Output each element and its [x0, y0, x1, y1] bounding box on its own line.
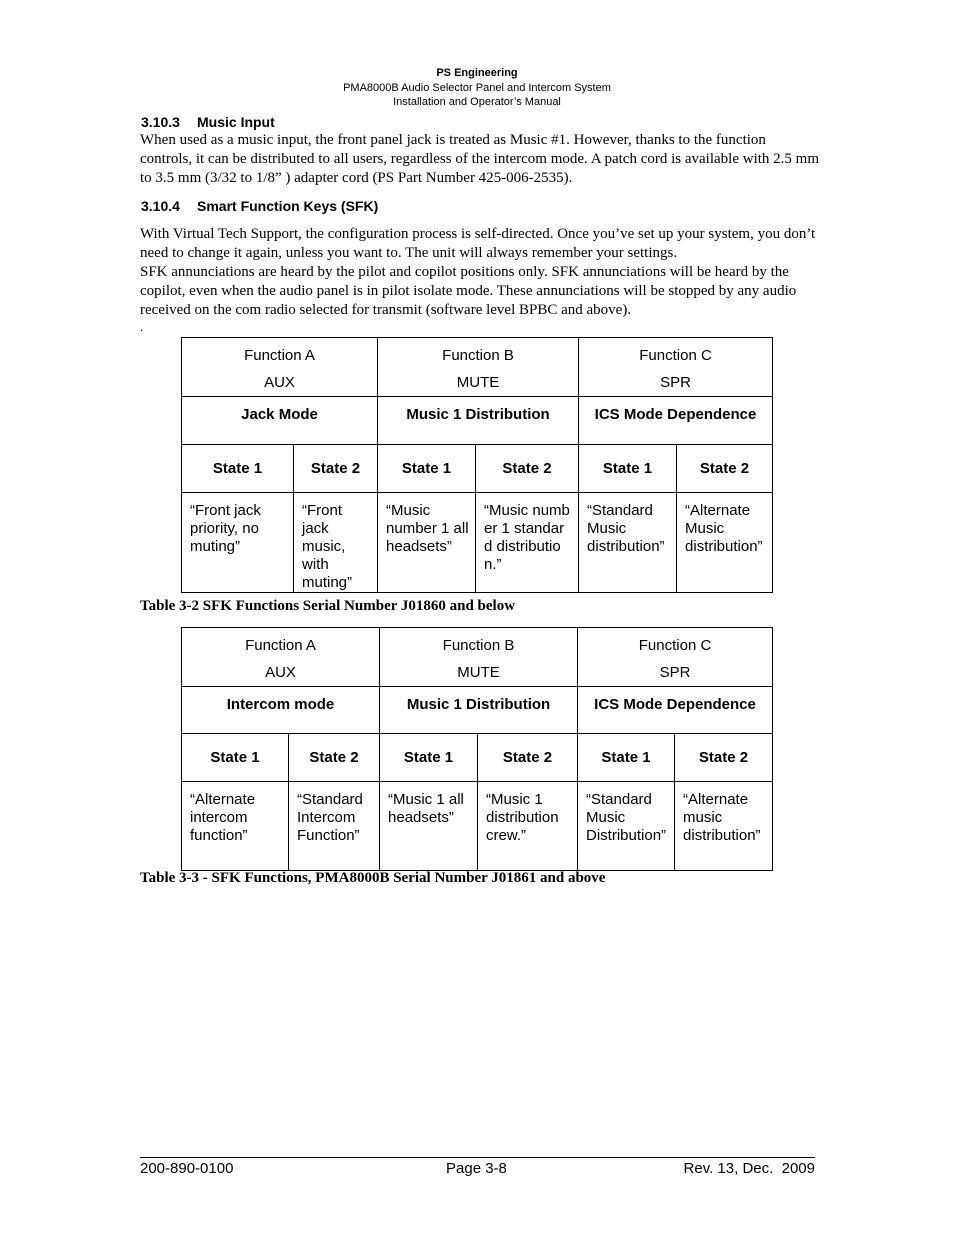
mode-cell: ICS Mode Dependence	[578, 687, 773, 734]
section-number: 3.10.3	[141, 114, 180, 130]
function-row	[182, 628, 773, 687]
function-key: MUTE	[457, 664, 500, 681]
paragraph: .	[140, 319, 144, 334]
mode-cell: Intercom mode	[182, 687, 380, 734]
function-key: MUTE	[456, 374, 500, 391]
table-caption: Table 3-3 - SFK Functions, PMA8000B Serial Number J01861 and above	[140, 870, 606, 886]
state-cell: State 1	[578, 734, 675, 782]
function-key: AUX	[264, 374, 295, 391]
function-name: Function A	[245, 637, 316, 654]
state-cell: State 1	[380, 734, 478, 782]
mode-row	[182, 397, 773, 445]
state-cell: State 2	[294, 445, 378, 493]
footer-part-number: 200-890-0100	[140, 1160, 234, 1177]
function-cell	[182, 628, 380, 687]
section-heading-music-input	[141, 114, 275, 130]
section-heading-sfk	[141, 198, 378, 214]
state-row	[182, 445, 773, 493]
state-row	[182, 734, 773, 782]
paragraph: With Virtual Tech Support, the configuration process is self-directed. Once you’ve set up your system, you don’t need to change it again, unless you want to. The unit will always remember your settings.	[140, 226, 816, 261]
function-cell	[378, 338, 579, 397]
state-cell: State 1	[378, 445, 476, 493]
function-name: Function A	[244, 347, 315, 364]
description-cell: “Front jack priority, no muting”	[182, 493, 294, 593]
function-cell	[579, 338, 773, 397]
table-caption: Table 3-2 SFK Functions Serial Number J01860 and below	[140, 598, 516, 614]
state-cell: State 2	[478, 734, 578, 782]
music-input-body	[140, 131, 820, 188]
footer-page: Page 3-8	[446, 1160, 507, 1177]
description-cell: “Alternate Music distribution”	[677, 493, 773, 593]
description-row	[182, 782, 773, 871]
header-manual: Installation and Operator’s Manual	[393, 96, 561, 108]
description-cell: “Music 1 all headsets”	[380, 782, 478, 871]
header-product: PMA8000B Audio Selector Panel and Intercom System	[343, 82, 611, 94]
description-cell: “Front jack music, with muting”	[294, 493, 378, 593]
sfk-table-3-2	[181, 337, 773, 593]
footer-revision: Rev. 13, Dec. 2009	[683, 1160, 815, 1177]
section-title: Music Input	[197, 114, 275, 130]
section-title: Smart Function Keys (SFK)	[197, 198, 379, 214]
header-company: PS Engineering	[436, 67, 518, 79]
description-cell: “Music number 1 standard distribution.”	[476, 493, 579, 593]
paragraph: SFK annunciations are heard by the pilot and copilot positions only. SFK annunciations will be heard by the copilot, even when the audio panel is in pilot isolate mode. These annunciations will be stopped by any audio received on the com radio selected for transmit (software level BPBC and above).	[140, 264, 797, 318]
sfk-body	[140, 225, 820, 334]
section-number: 3.10.4	[141, 198, 180, 214]
mode-cell: Jack Mode	[182, 397, 378, 445]
function-row	[182, 338, 773, 397]
description-cell: “Music number 1 all headsets”	[378, 493, 476, 593]
mode-cell: Music 1 Distribution	[380, 687, 578, 734]
description-cell: “Alternate music distribution”	[675, 782, 773, 871]
paragraph: When used as a music input, the front panel jack is treated as Music #1. However, thanks to the function controls, it can be distributed to all users, regardless of the intercom mode. A patch cord is available with 2.5 mm to 3.5 mm (3/32 to 1/8” ) adapter cord (PS Part Number 425-006-2535).	[140, 132, 819, 186]
state-cell: State 2	[289, 734, 380, 782]
function-cell	[578, 628, 773, 687]
state-cell: State 2	[675, 734, 773, 782]
function-name: Function C	[638, 637, 712, 654]
mode-cell: ICS Mode Dependence	[579, 397, 773, 445]
function-cell	[380, 628, 578, 687]
description-cell: “Standard Music distribution”	[579, 493, 677, 593]
state-cell: State 2	[476, 445, 579, 493]
function-key: SPR	[660, 374, 691, 391]
state-cell: State 1	[182, 445, 294, 493]
description-cell: “Alternate intercom function”	[182, 782, 289, 871]
state-cell: State 1	[579, 445, 677, 493]
mode-row	[182, 687, 773, 734]
description-cell: “Standard Music Distribution”	[578, 782, 675, 871]
description-row	[182, 493, 773, 593]
function-cell	[182, 338, 378, 397]
function-name: Function C	[639, 347, 712, 364]
mode-cell: Music 1 Distribution	[378, 397, 579, 445]
footer-rule	[140, 1157, 815, 1158]
state-cell: State 2	[677, 445, 773, 493]
description-cell: “Standard Intercom Function”	[289, 782, 380, 871]
function-key: SPR	[659, 664, 691, 681]
function-name: Function B	[442, 637, 515, 654]
sfk-table-3-3	[181, 627, 773, 871]
description-cell: “Music 1 distribution crew.”	[478, 782, 578, 871]
function-name: Function B	[442, 347, 514, 364]
state-cell: State 1	[182, 734, 289, 782]
function-key: AUX	[265, 664, 296, 681]
